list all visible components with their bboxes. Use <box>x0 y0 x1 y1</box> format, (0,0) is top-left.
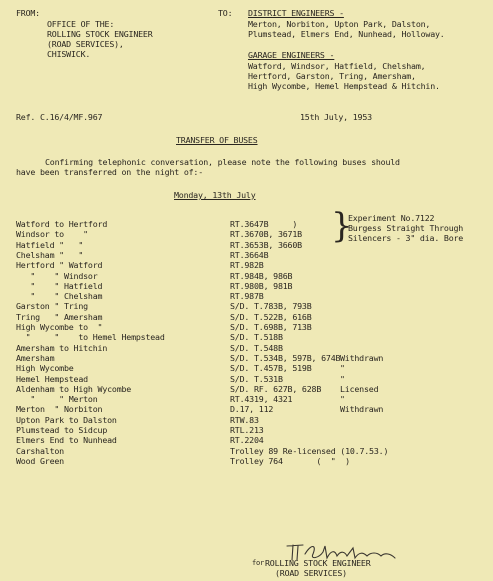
reference: Ref. C.16/4/MF.967 <box>16 112 103 122</box>
transfer-buses: S/D. T.457B, 519B <box>230 363 312 374</box>
table-row <box>0 229 493 239</box>
transfer-buses: RT.982B <box>230 260 264 271</box>
transfer-buses: RT.987B <box>230 291 264 302</box>
transfer-note: Withdrawn <box>340 352 384 363</box>
table-row <box>0 301 493 311</box>
transfer-buses: S/D. T.548B <box>230 342 283 353</box>
table-row <box>0 281 493 291</box>
transfer-buses: S/D. T.698B, 713B <box>230 322 312 332</box>
transfer-buses: S/D. T.522B, 616B <box>230 311 312 322</box>
transfer-route: Chelsham " " <box>16 249 84 260</box>
memo-date: 15th July, 1953 <box>300 112 372 122</box>
transfer-route: Upton Park to Dalston <box>16 414 117 425</box>
experiment-note-1: Experiment No.7122 <box>348 213 435 223</box>
transfer-route: High Wycombe to " <box>16 322 103 332</box>
transfer-buses: Trolley 89 Re-licensed (10.7.53.) <box>230 445 389 456</box>
table-row <box>0 446 493 456</box>
table-row <box>0 260 493 270</box>
transfer-route: " " Windsor <box>16 270 98 281</box>
transfer-buses: D.17, 112 <box>230 404 274 415</box>
transfer-route: Amersham to Hitchin <box>16 342 108 353</box>
transfer-buses: S/D. RF. 627B, 628B <box>230 383 322 394</box>
transfer-note: " <box>340 373 345 384</box>
transfer-buses: RT.980B, 981B <box>230 280 293 291</box>
experiment-note-3: Silencers - 3" dia. Bore <box>348 233 464 243</box>
table-row <box>0 374 493 384</box>
transfer-note: Licensed <box>340 383 379 394</box>
table-row <box>0 363 493 373</box>
experiment-note-2: Burgess Straight Through <box>348 223 464 233</box>
transfer-route: " " Hatfield <box>16 280 103 291</box>
garage-line-3: High Wycombe, Hemel Hempstead & Hitchin. <box>248 81 440 91</box>
garage-line-2: Hertford, Garston, Tring, Amersham, <box>248 71 416 81</box>
signature-line-2: (ROAD SERVICES) <box>275 568 347 578</box>
signature-line-1: ROLLING STOCK ENGINEER <box>265 558 371 568</box>
intro-line-2: have been transferred on the night of:- <box>16 167 204 177</box>
transfer-route: Elmers End to Nunhead <box>16 435 117 446</box>
table-row <box>0 291 493 301</box>
transfer-buses: RT.3664B <box>230 249 269 260</box>
garage-engineers-heading: GARAGE ENGINEERS - <box>248 50 335 60</box>
to-label: TO: <box>218 8 233 18</box>
transfer-route: Carshalton <box>16 445 64 456</box>
table-row <box>0 384 493 394</box>
transfer-buses: S/D. T.534B, 597B, 674B <box>230 352 341 363</box>
table-row <box>0 332 493 342</box>
table-row <box>0 312 493 322</box>
transfer-buses: S/D. T.518B <box>230 332 283 343</box>
from-line-4: CHISWICK. <box>47 49 91 59</box>
transfer-route: Hatfield " " <box>16 239 84 250</box>
day-heading: Monday, 13th July <box>174 190 256 200</box>
transfer-route: Windsor to " <box>16 229 88 240</box>
table-row <box>0 271 493 281</box>
transfer-route: " " Chelsham <box>16 291 103 302</box>
transfer-buses: RT.984B, 986B <box>230 270 293 281</box>
transfer-buses: RT.2204 <box>230 435 264 446</box>
table-row <box>0 456 493 466</box>
table-row <box>0 343 493 353</box>
transfer-buses: RTW.83 <box>230 414 259 425</box>
transfer-buses: RTL.213 <box>230 425 264 435</box>
transfer-buses: RT.3647B ) <box>230 219 298 229</box>
table-row <box>0 404 493 414</box>
table-row <box>0 250 493 260</box>
transfer-route: Hertford " Watford <box>16 260 103 271</box>
table-row <box>0 219 493 229</box>
transfer-buses: RT.3653B, 3660B <box>230 239 302 250</box>
transfer-buses: RT.3670B, 3671B <box>230 229 302 240</box>
transfer-route: Tring " Amersham <box>16 311 103 322</box>
district-line-1: Merton, Norbiton, Upton Park, Dalston, <box>248 19 431 29</box>
signature-prefix: for <box>252 559 265 567</box>
transfer-note: " <box>340 394 345 405</box>
transfer-route: Wood Green <box>16 455 64 466</box>
transfer-buses: RT.4319, 4321 <box>230 394 293 405</box>
transfer-route: Plumstead to Sidcup <box>16 425 108 435</box>
transfer-route: Amersham <box>16 352 55 363</box>
table-row <box>0 425 493 435</box>
table-row <box>0 435 493 445</box>
table-row <box>0 322 493 332</box>
transfer-route: Hemel Hempstead <box>16 373 88 384</box>
table-row <box>0 353 493 363</box>
transfer-route: Watford to Hertford <box>16 219 108 229</box>
transfer-route: Aldenham to High Wycombe <box>16 383 132 394</box>
transfer-buses: S/D. T.531B <box>230 373 283 384</box>
from-line-3: (ROAD SERVICES), <box>47 39 124 49</box>
intro-line-1: Confirming telephonic conversation, please note the following buses should <box>45 157 400 167</box>
transfer-route: Merton " Norbiton <box>16 404 103 415</box>
transfer-buses: Trolley 764 ( " ) <box>230 455 350 466</box>
table-row <box>0 415 493 425</box>
transfer-note: Withdrawn <box>340 404 384 415</box>
district-line-2: Plumstead, Elmers End, Nunhead, Holloway. <box>248 29 445 39</box>
transfer-route: High Wycombe <box>16 363 74 374</box>
district-engineers-heading: DISTRICT ENGINEERS - <box>248 8 344 18</box>
bracket-brace: } <box>331 206 353 246</box>
from-line-1: OFFICE OF THE: <box>47 19 115 29</box>
table-row <box>0 394 493 404</box>
transfer-route: " " Merton <box>16 394 98 405</box>
from-label: FROM: <box>16 8 40 18</box>
from-line-2: ROLLING STOCK ENGINEER <box>47 29 153 39</box>
transfer-buses: S/D. T.783B, 793B <box>230 301 312 312</box>
transfer-route: " " to Hemel Hempstead <box>16 332 165 343</box>
table-row <box>0 240 493 250</box>
transfer-note: " <box>340 363 345 374</box>
garage-line-1: Watford, Windsor, Hatfield, Chelsham, <box>248 61 426 71</box>
transfer-route: Garston " Tring <box>16 301 88 312</box>
memo-subject: TRANSFER OF BUSES <box>176 135 258 145</box>
